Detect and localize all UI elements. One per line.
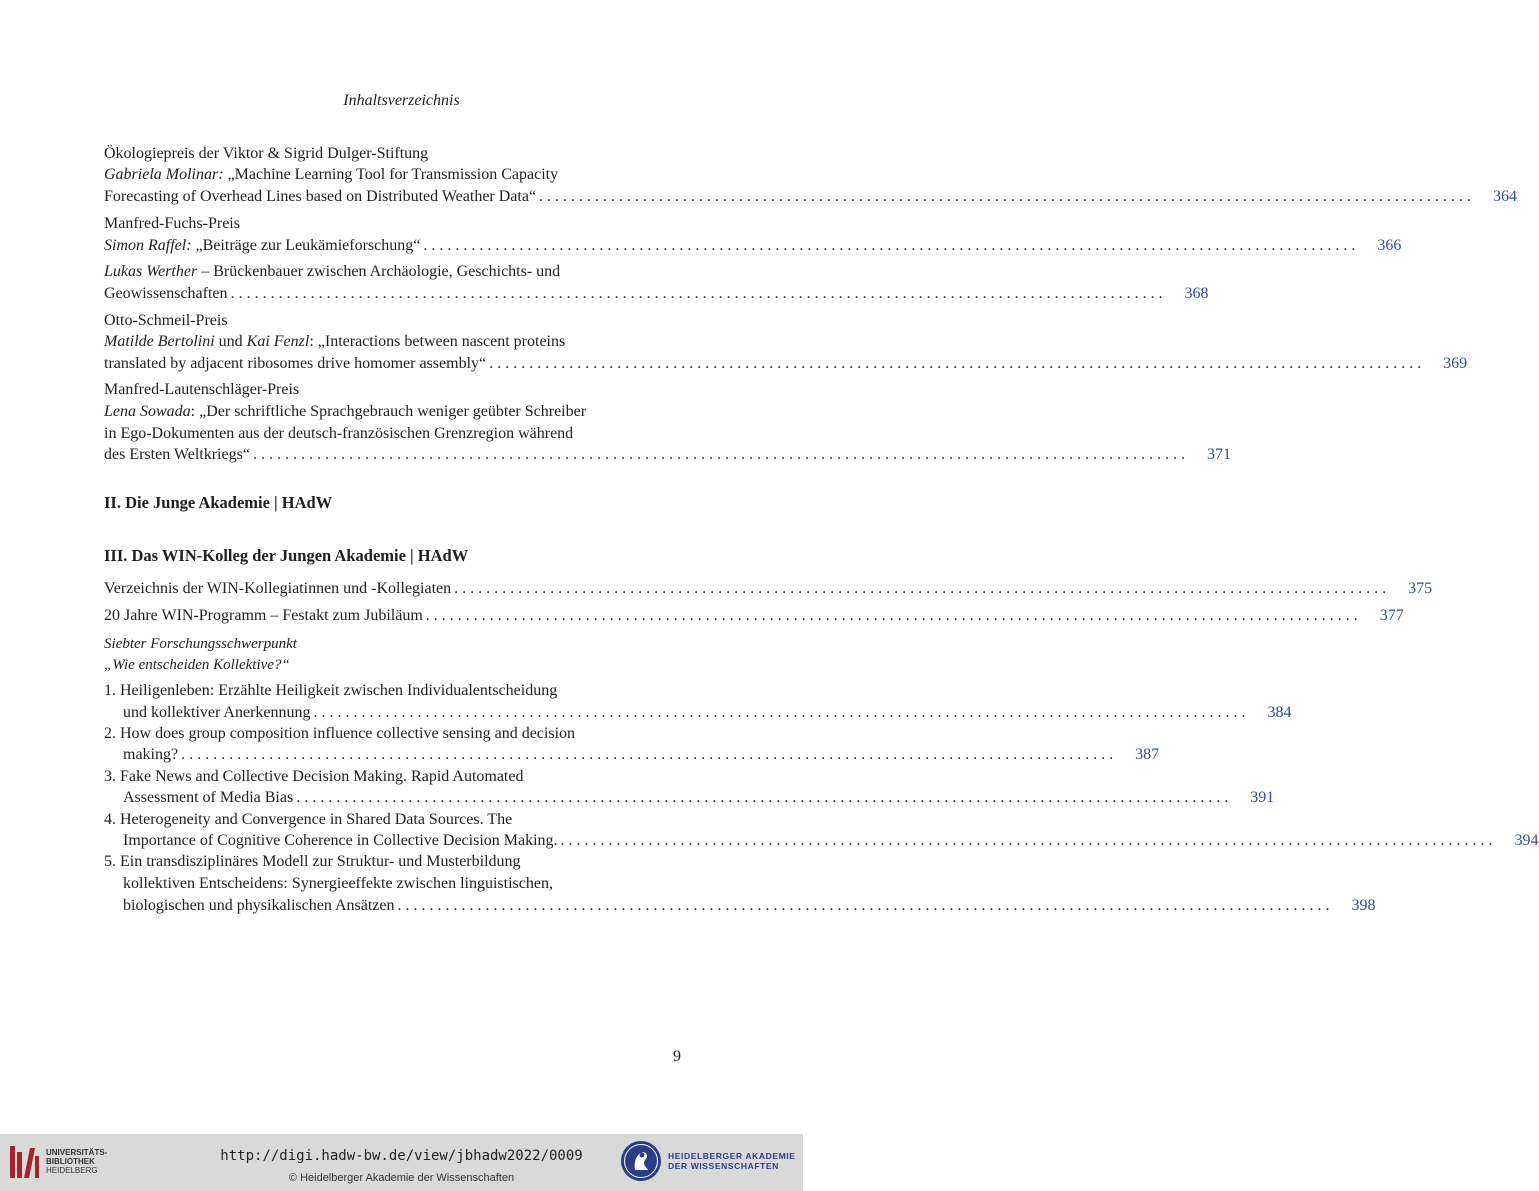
author-name: Simon Raffel: [104, 237, 192, 254]
academy-line: HEIDELBERGER AKADEMIE [668, 1151, 796, 1161]
running-head: Inhaltsverzeichnis [343, 92, 460, 109]
academy-label [668, 1151, 796, 1171]
page-number-link[interactable]: 366 [1377, 237, 1402, 254]
viewer-footer [0, 1134, 803, 1191]
toc-entry-bertolini[interactable] [104, 353, 1468, 375]
toc-entry-item5[interactable] [123, 895, 1376, 917]
author-name: Lukas Werther [104, 263, 198, 280]
academy-line: DER WISSENSCHAFTEN [668, 1161, 779, 1171]
toc-entry-jubilaeum[interactable] [104, 605, 1404, 627]
toc-entry-werther[interactable] [104, 283, 1209, 305]
toc-line: 5. Ein transdisziplinäres Modell zur Struktur- und Musterbildung [104, 853, 521, 870]
section-heading-ii[interactable]: II. Die Junge Akademie | HAdW [104, 493, 333, 512]
leader-dots [486, 353, 1421, 375]
leader-dots [293, 787, 1228, 809]
entry-title: Assessment of Media Bias [123, 789, 294, 806]
entry-title: und kollektiver Anerkennung [123, 704, 311, 721]
toc-entry-item3[interactable] [123, 787, 1275, 809]
page-folio: 9 [673, 1048, 681, 1065]
page-number-link[interactable]: 375 [1408, 580, 1433, 597]
academy-seal-icon[interactable] [620, 1140, 662, 1182]
entry-title: Geowissenschaften [104, 285, 228, 302]
page-number-link[interactable]: 377 [1379, 607, 1404, 624]
prize-title-lautenschlaeger: Manfred-Lautenschläger-Preis [104, 381, 300, 398]
entry-title: 20 Jahre WIN-Programm – Festakt zum Jubiläum [104, 607, 423, 624]
prize-title-schmeil: Otto-Schmeil-Preis [104, 312, 228, 329]
page-number-link[interactable]: 369 [1443, 355, 1468, 372]
leader-dots [420, 235, 1355, 257]
toc-line [104, 261, 681, 283]
toc-entry-item2[interactable] [123, 744, 1160, 766]
toc-line: 2. How does group composition influence collective sensing and decision [104, 725, 576, 742]
leader-dots [178, 744, 1113, 766]
entry-title: Verzeichnis der WIN-Kollegiatinnen und -Kollegiaten [104, 580, 452, 597]
author-name: Gabriela Molinar: [104, 166, 224, 183]
toc-line: kollektiven Entscheidens: Synergieeffekte zwischen linguistischen, [123, 875, 553, 892]
toc-line [104, 401, 681, 423]
entry-title: „Machine Learning Tool for Transmission Capacity [223, 166, 559, 183]
page-number-link[interactable]: 371 [1206, 446, 1231, 463]
toc-entry-molinar[interactable] [104, 186, 1518, 208]
toc-line: 3. Fake News and Collective Decision Making. Rapid Automated [104, 768, 524, 785]
entry-title: making? [123, 746, 179, 763]
leader-dots [228, 283, 1163, 305]
entry-title: translated by adjacent ribosomes drive homomer assembly“ [104, 355, 487, 372]
leader-dots [451, 578, 1386, 600]
leader-dots [395, 895, 1330, 917]
leader-dots [311, 702, 1246, 724]
ub-line: UNIVERSITÄTS- [46, 1148, 108, 1157]
leader-dots [250, 444, 1185, 466]
page-number-link[interactable]: 364 [1493, 188, 1518, 205]
page-number-link[interactable]: 391 [1250, 789, 1275, 806]
subsection-label: Siebter Forschungsschwerpunkt [104, 636, 297, 652]
page-number-link[interactable]: 384 [1267, 704, 1292, 721]
author-name: Matilde Bertolini [104, 333, 215, 350]
page-number-link[interactable]: 394 [1514, 832, 1539, 849]
entry-title: Importance of Cognitive Coherence in Collective Decision Making. [123, 832, 558, 849]
leader-dots [423, 605, 1358, 627]
entry-title: : „Der schriftliche Sprachgebrauch weniger geübter Schreiber [190, 403, 587, 420]
author-name: Kai Fenzl [246, 333, 310, 350]
toc-line [104, 164, 681, 186]
page-number-link[interactable]: 387 [1135, 746, 1160, 763]
toc-line [104, 331, 681, 353]
entry-title: Forecasting of Overhead Lines based on Distributed Weather Data“ [104, 188, 537, 205]
entry-title: biologischen und physikalischen Ansätzen [123, 897, 395, 914]
toc-entry-raffel[interactable] [104, 235, 1402, 257]
entry-title: – Brückenbauer zwischen Archäologie, Geschichts- und [197, 263, 561, 280]
toc-entry-item1[interactable] [123, 702, 1292, 724]
entry-title: „Beiträge zur Leukämieforschung“ [191, 237, 421, 254]
toc-entry-verzeichnis[interactable] [104, 578, 1433, 600]
entry-title: : „Interactions between nascent proteins [309, 333, 566, 350]
ub-line: HEIDELBERG [46, 1166, 98, 1175]
permalink-url[interactable]: http://digi.hadw-bw.de/view/jbhadw2022/0009 [220, 1148, 583, 1164]
leader-dots [558, 830, 1493, 852]
toc-line: 4. Heterogeneity and Convergence in Shared Data Sources. The [104, 811, 513, 828]
page-number-link[interactable]: 368 [1184, 285, 1209, 302]
conjunction: und [214, 333, 247, 350]
copyright-notice: © Heidelberger Akademie der Wissenschaften [288, 1172, 515, 1184]
prize-title-fuchs: Manfred-Fuchs-Preis [104, 215, 240, 232]
subsection-title: „Wie entscheiden Kollektive?“ [104, 657, 290, 673]
ub-line: BIBLIOTHEK [46, 1157, 95, 1166]
toc-entry-sowada[interactable] [104, 444, 1231, 466]
author-name: Lena Sowada [104, 403, 191, 420]
prize-title-oekologie: Ökologiepreis der Viktor & Sigrid Dulger-Stiftung [104, 145, 429, 162]
toc-line: 1. Heiligenleben: Erzählte Heiligkeit zwischen Individualentscheidung [104, 682, 558, 699]
section-heading-iii[interactable]: III. Das WIN-Kolleg der Jungen Akademie | HAdW [104, 546, 469, 565]
toc-line: in Ego-Dokumenten aus der deutsch-französischen Grenzregion während [104, 425, 574, 442]
toc-entry-item4[interactable] [123, 830, 1539, 852]
entry-title: des Ersten Weltkriegs“ [104, 446, 250, 463]
leader-dots [536, 186, 1471, 208]
page-number-link[interactable]: 398 [1351, 897, 1376, 914]
